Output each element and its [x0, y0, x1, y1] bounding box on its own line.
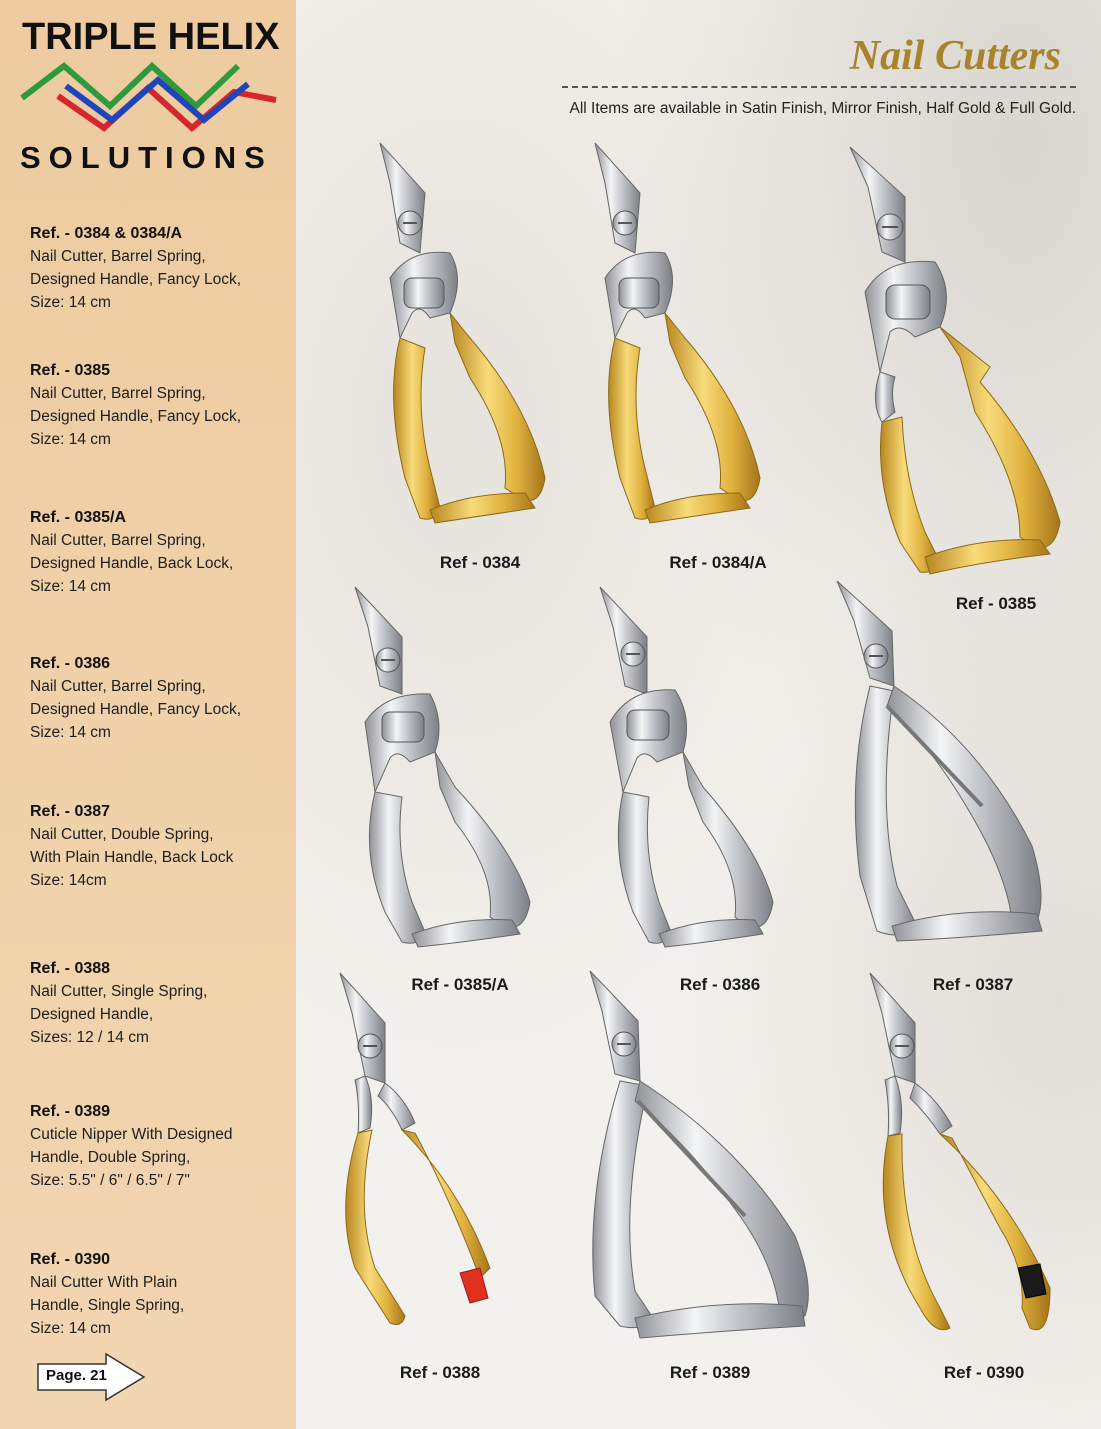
product-caption: Ref - 0388	[399, 1363, 481, 1382]
item-line: Size: 14 cm	[30, 724, 111, 741]
product-caption: Ref - 0390	[943, 1363, 1025, 1382]
item-line: Designed Handle,	[30, 1006, 154, 1023]
brand-subtitle: SOLUTIONS	[20, 140, 273, 175]
title-divider	[562, 86, 1076, 88]
item-line: Size: 14 cm	[30, 431, 111, 448]
cutter-0388-icon	[330, 968, 510, 1348]
item-line: Nail Cutter, Barrel Spring,	[30, 248, 206, 265]
item-0385a	[30, 506, 280, 598]
cutter-0390-icon	[860, 968, 1060, 1348]
item-ref: Ref. - 0388	[30, 960, 111, 977]
cutter-0387-icon	[832, 576, 1062, 956]
triple-helix-logo-icon	[18, 58, 280, 134]
item-line: Size: 14cm	[30, 872, 107, 889]
product-caption: Ref - 0385	[955, 594, 1037, 613]
item-line: Nail Cutter, Barrel Spring,	[30, 678, 206, 695]
item-line: Nail Cutter With Plain	[30, 1274, 178, 1291]
item-0389	[30, 1100, 280, 1192]
item-0387	[30, 800, 280, 892]
item-line: Nail Cutter, Single Spring,	[30, 983, 208, 1000]
cutter-0384a-icon	[575, 138, 775, 538]
item-0385	[30, 359, 280, 451]
item-line: Nail Cutter, Barrel Spring,	[30, 385, 206, 402]
cutter-0385-icon	[840, 142, 1070, 582]
item-0384	[30, 222, 280, 314]
cutter-0385a-icon	[340, 582, 540, 962]
cutter-0389-icon	[580, 966, 820, 1356]
item-line: Size: 5.5" / 6" / 6.5" / 7"	[30, 1172, 190, 1189]
item-line: Nail Cutter, Double Spring,	[30, 826, 214, 843]
item-ref: Ref. - 0389	[30, 1103, 111, 1120]
item-line: Designed Handle, Back Lock,	[30, 555, 234, 572]
product-caption: Ref - 0385/A	[411, 975, 509, 994]
item-line: Sizes: 12 / 14 cm	[30, 1029, 149, 1046]
item-line: Cuticle Nipper With Designed	[30, 1126, 233, 1143]
product-caption: Ref - 0384/A	[669, 553, 767, 572]
finish-note: All Items are available in Satin Finish, Mirror Finish, Half Gold & Full Gold.	[569, 100, 1076, 117]
item-ref: Ref. - 0386	[30, 655, 111, 672]
product-caption: Ref - 0389	[669, 1363, 751, 1382]
item-0390	[30, 1248, 280, 1340]
item-line: Size: 14 cm	[30, 1320, 111, 1337]
item-line: Nail Cutter, Barrel Spring,	[30, 532, 206, 549]
item-0386	[30, 652, 280, 744]
item-ref: Ref. - 0385/A	[30, 509, 127, 526]
item-line: Handle, Double Spring,	[30, 1149, 191, 1166]
item-ref: Ref. - 0384 & 0384/A	[30, 225, 183, 242]
sidebar	[0, 0, 296, 1429]
item-line: Size: 14 cm	[30, 294, 111, 311]
item-line: Size: 14 cm	[30, 578, 111, 595]
item-ref: Ref. - 0385	[30, 362, 111, 379]
cutter-0384-icon	[360, 138, 560, 538]
item-line: Designed Handle, Fancy Lock,	[30, 408, 242, 425]
brand-name: TRIPLE HELIX	[22, 16, 280, 58]
product-caption: Ref - 0387	[932, 975, 1014, 994]
item-0388	[30, 957, 280, 1049]
page-title: Nail Cutters	[849, 33, 1061, 79]
cutter-0386-icon	[585, 582, 785, 962]
item-line: Designed Handle, Fancy Lock,	[30, 701, 242, 718]
item-line: With Plain Handle, Back Lock	[30, 849, 234, 866]
item-ref: Ref. - 0387	[30, 803, 111, 820]
item-line: Designed Handle, Fancy Lock,	[30, 271, 242, 288]
product-caption: Ref - 0384	[439, 553, 521, 572]
item-line: Handle, Single Spring,	[30, 1297, 185, 1314]
product-caption: Ref - 0386	[679, 975, 761, 994]
page-number: Page. 21	[46, 1367, 107, 1384]
item-ref: Ref. - 0390	[30, 1251, 111, 1268]
